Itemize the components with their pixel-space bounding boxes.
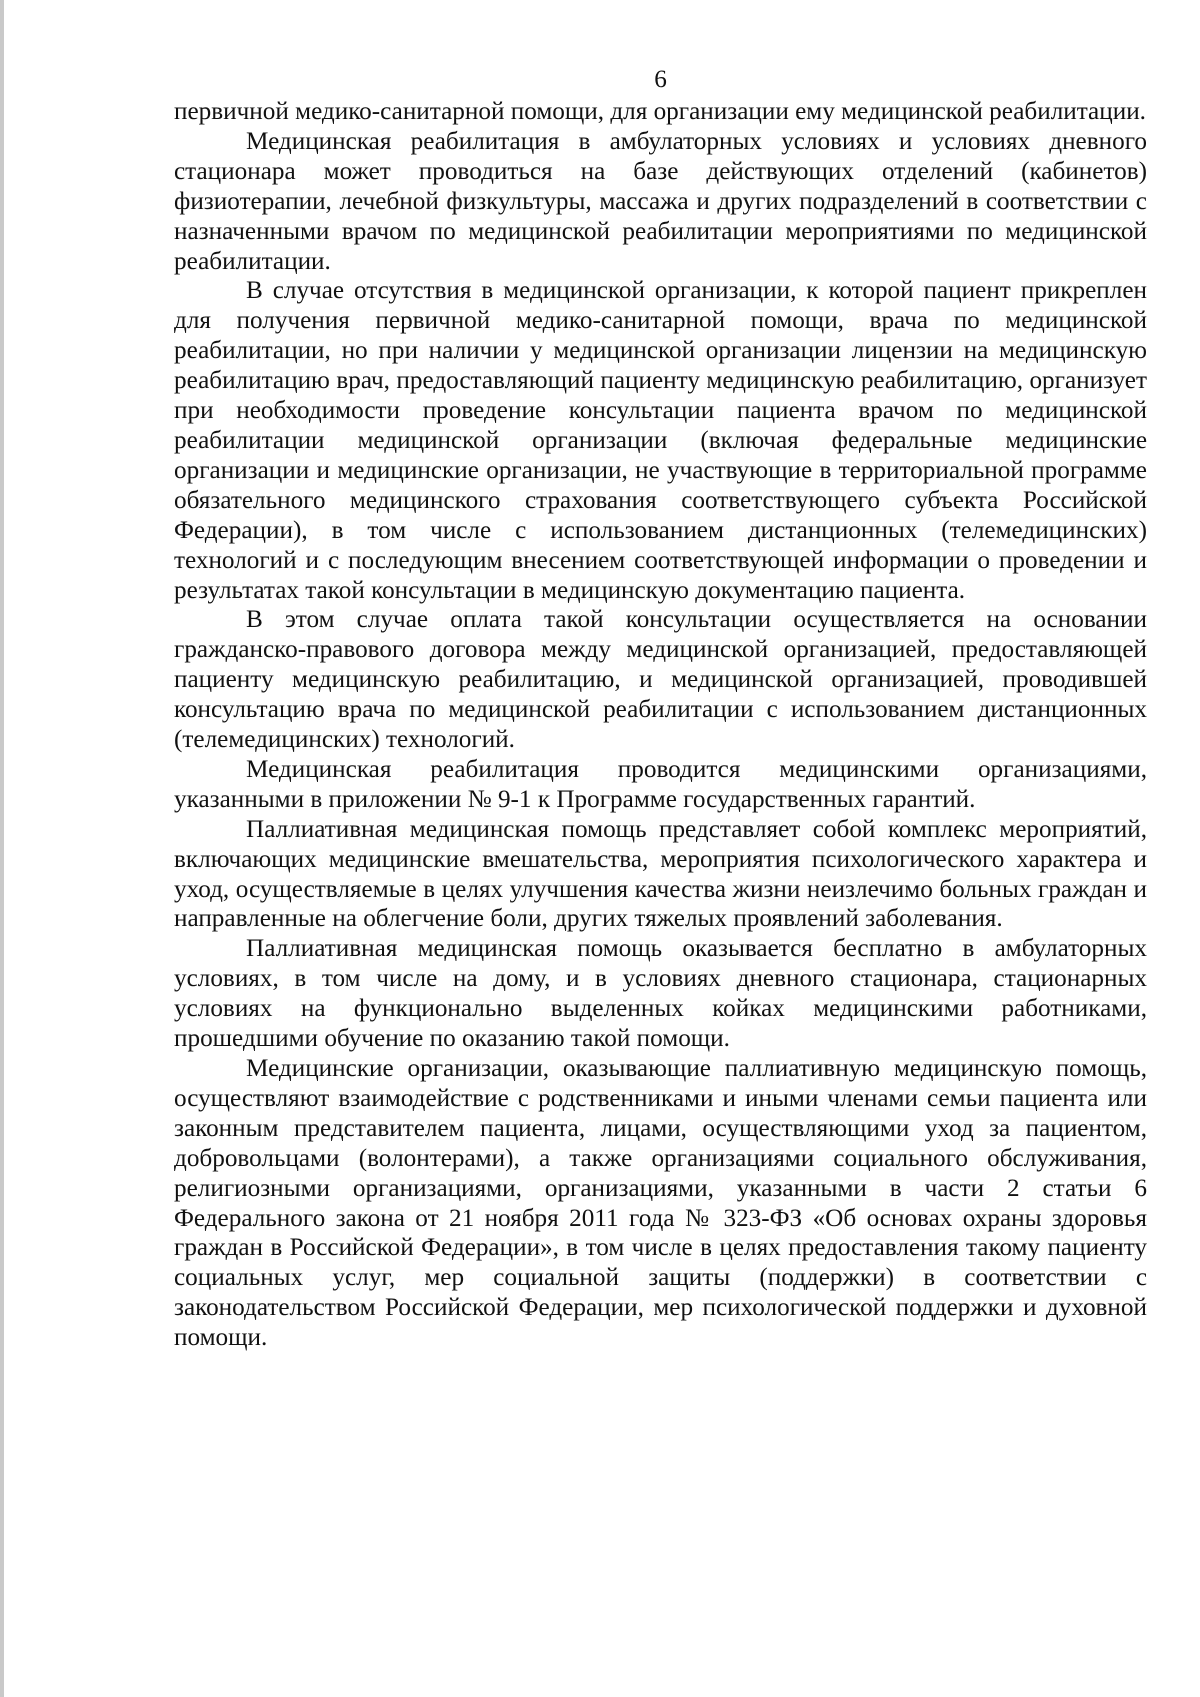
page-number: 6 [654, 66, 667, 93]
paragraph-rehab-consultation: В случае отсутствия в медицинской организации, к которой пациент прикреплен для получения первичной медико-санитарной помощи, врача по медицинской реабилитации, но при наличии у медицинской организации лицензии на медицинскую реабилитацию врач, предоставляющий пациенту медицинскую реабилитацию, организует при необходимости проведение консультации пациента врачом по медицинской реабилитации медицинской организации (включая федеральные медицинские организации и медицинские организации, не участвующие в территориальной программе обязательного медицинского страхования соответствующего субъекта Российской Федерации), в том числе с использованием дистанционных (телемедицинских) технологий и с последующим внесением соответствующей информации о проведении и результатах такой консультации в медицинскую документацию пациента. [174, 277, 1147, 604]
paragraph-consultation-payment: В этом случае оплата такой консультации осуществляется на основании гражданско-правового договора между медицинской организацией, предоставляющей пациенту медицинскую реабилитацию, и медицинской организацией, проводившей консультацию врача по медицинской реабилитации с использованием дистанционных (телемедицинских) технологий. [174, 606, 1147, 754]
paragraph-palliative-provision: Паллиативная медицинская помощь оказывается бесплатно в амбулаторных условиях, в том числе на дому, и в условиях дневного стационара, стационарных условиях на функционально выделенных койках медицинскими работниками, прошедшими обучение по оказанию такой помощи. [174, 935, 1147, 1053]
document-page [174, 64, 1147, 1353]
paragraph-continuation: первичной медико-санитарной помощи, для организации ему медицинской реабилитации. [174, 98, 1146, 125]
paragraph-rehab-outpatient: Медицинская реабилитация в амбулаторных условиях и условиях дневного стационара может проводиться на базе действующих отделений (кабинетов) физиотерапии, лечебной физкультуры, массажа и других подразделений в соответствии с назначенными врачом по медицинской реабилитации мероприятиями по медицинской реабилитации. [174, 127, 1147, 275]
paragraph-palliative-interaction: Медицинские организации, оказывающие паллиативную медицинскую помощь, осуществляют взаимодействие с родственниками и иными членами семьи пациента или законным представителем пациента, лицами, осуществляющими уход за пациентом, добровольцами (волонтерами), а также организациями социального обслуживания, религиозными организациями, организациями, указанными в части 2 статьи 6 Федерального закона от 21 ноября 2011 года № 323-ФЗ «Об основах охраны здоровья граждан в Российской Федерации», в том числе в целях предоставления такому пациенту социальных услуг, мер социальной защиты (поддержки) в соответствии с законодательством Российской Федерации, мер психологической поддержки и духовной помощи. [174, 1055, 1147, 1352]
paragraph-palliative-definition: Паллиативная медицинская помощь представляет собой комплекс мероприятий, включающих медицинские вмешательства, мероприятия психологического характера и уход, осуществляемые в целях улучшения качества жизни неизлечимо больных граждан и направленные на облегчение боли, других тяжелых проявлений заболевания. [174, 815, 1147, 933]
paragraph-rehab-organizations: Медицинская реабилитация проводится медицинскими организациями, указанными в приложении № 9-1 к Программе государственных гарантий. [174, 755, 1147, 813]
scan-edge [0, 0, 4, 1697]
